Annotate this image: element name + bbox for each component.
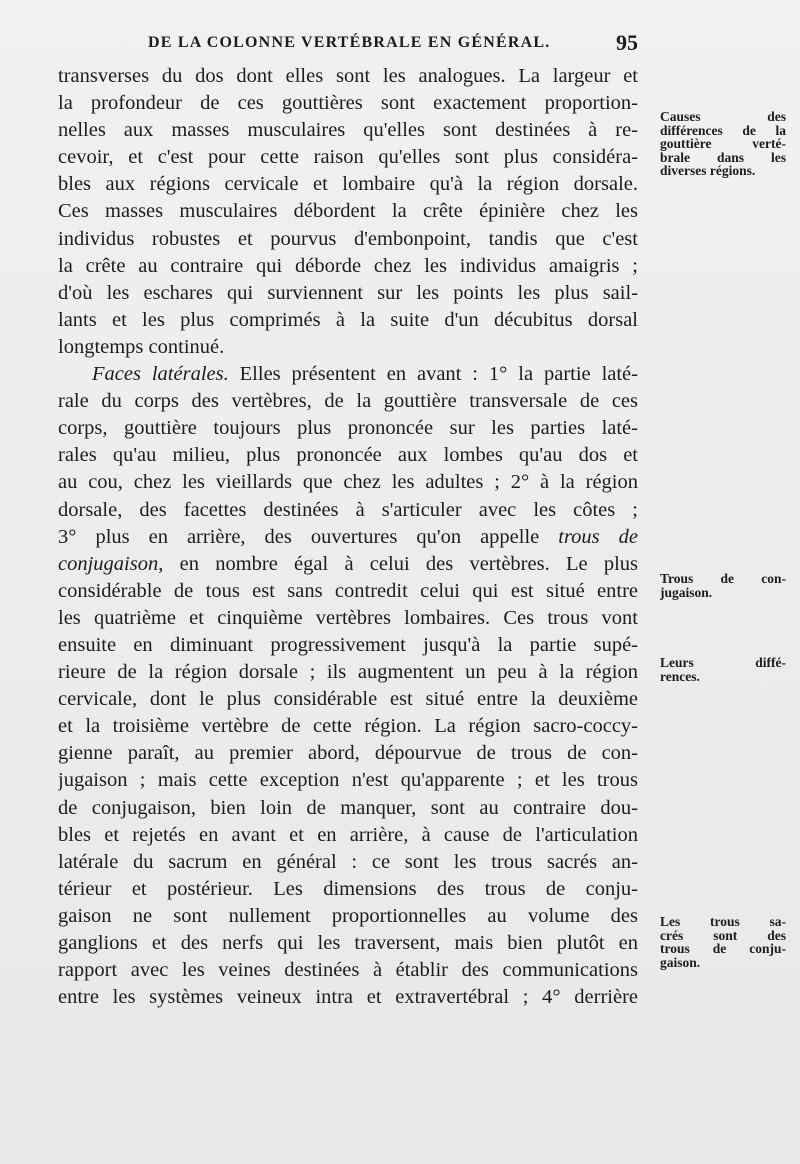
text-line: rales qu'au milieu, plus prononcée aux lombes qu'au dos et	[58, 444, 638, 467]
text-fragment: , en nombre égal à celui des vertèbres. Le plus	[158, 552, 638, 575]
margin-note-trous-conjugaison	[660, 572, 786, 599]
text-line: considérable de tous est sans contredit celui qui est situé entre	[58, 579, 638, 602]
main-text	[58, 63, 638, 1011]
text-line: au cou, chez les vieillards que chez les adultes ; 2° à la région	[58, 471, 638, 494]
italic-term: conjugaison	[58, 552, 159, 575]
text-line: térieur et postérieur. Les dimensions des trous de conju-	[58, 877, 638, 900]
text-line: bles et rejetés en avant et en arrière, à cause de l'articulation	[58, 823, 638, 846]
text-line: bles aux régions cervicale et lombaire qu'à la région dorsale.	[58, 173, 638, 196]
text-line: latérale du sacrum en général : ce sont les trous sacrés an-	[58, 850, 638, 873]
text-line: individus robustes et pourvus d'embonpoint, tandis que c'est	[58, 227, 638, 250]
text-line: lants et les plus comprimés à la suite d'un décubitus dorsal	[58, 308, 638, 331]
margin-note-line: Leurs diffé-	[660, 655, 786, 670]
margin-note-differences	[660, 656, 786, 683]
text-line: ensuite en diminuant progressivement jusqu'à la partie supé-	[58, 633, 638, 656]
page-number: 95	[616, 30, 638, 55]
text-line: d'où les eschares qui surviennent sur les points les plus sail-	[58, 281, 638, 304]
text-line: rieure de la région dorsale ; ils augmentent un peu à la région	[58, 661, 638, 684]
margin-note-line: Trous de con-	[660, 571, 786, 586]
text-line: cervicale, dont le plus considérable est situé entre la deuxième	[58, 688, 638, 711]
margin-note-line: jugaison.	[660, 584, 713, 600]
running-header	[58, 30, 638, 56]
margin-note-line: Causes des	[660, 109, 786, 124]
text-line: nelles aux masses musculaires qu'elles sont destinées à re-	[58, 119, 638, 142]
text-line: de conjugaison, bien loin de manquer, sont au contraire dou-	[58, 796, 638, 819]
italic-term: trous de	[558, 525, 638, 548]
text-line: longtemps continué.	[58, 335, 225, 358]
text-line: gaison ne sont nullement proportionnelles au volume des	[58, 904, 638, 927]
text-line-mixed	[58, 551, 638, 578]
text-line: cevoir, et c'est pour cette raison qu'elles sont plus considéra-	[58, 146, 638, 169]
margin-note-trous-sacres	[660, 915, 786, 969]
text-fragment: 3° plus en arrière, des ouvertures qu'on appelle	[58, 525, 559, 548]
margin-note-line: différences de la	[660, 122, 786, 138]
margin-note-line: diverses régions.	[660, 163, 756, 178]
text-line: jugaison ; mais cette exception n'est qu'apparente ; et les trous	[58, 769, 638, 792]
text-line: corps, gouttière toujours plus prononcée sur les parties laté-	[58, 417, 638, 440]
margin-note-line: crés sont des	[660, 927, 786, 943]
text-line: et la troisième vertèbre de cette région. La région sacro-coccy-	[58, 715, 638, 738]
margin-note-line: Les trous sa-	[660, 914, 786, 929]
text-line: les quatrième et cinquième vertèbres lombaires. Ces trous vont	[58, 606, 638, 629]
margin-note-line: gaison.	[660, 954, 701, 970]
margin-note-line: gouttière verté-	[660, 136, 786, 151]
margin-note-line: rences.	[660, 668, 700, 684]
text-line: ganglions et des nerfs qui les traversent, mais bien plutôt en	[58, 932, 638, 954]
text-line: la crête au contraire qui déborde chez les individus amaigris ;	[58, 254, 638, 277]
margin-note-line: brale dans les	[660, 149, 786, 165]
text-line-section-start	[58, 361, 638, 388]
text-line: rapport avec les veines destinées à établir des communications	[58, 959, 638, 982]
text-line: dorsale, des facettes destinées à s'articuler avec les côtes ;	[58, 498, 638, 521]
text-line: rale du corps des vertèbres, de la gouttière transversale de ces	[58, 390, 638, 413]
section-heading: Faces latérales.	[92, 363, 229, 386]
text-line: Ces masses musculaires débordent la crête épinière chez les	[58, 200, 638, 223]
text-line: gienne paraît, au premier abord, dépourvue de trous de con-	[58, 742, 638, 765]
text-line: transverses du dos dont elles sont les analogues. La largeur et	[58, 65, 638, 87]
text-line-mixed	[58, 524, 638, 551]
text-fragment: Elles présentent en avant : 1° la partie laté-	[228, 363, 638, 386]
text-line: entre les systèmes veineux intra et extravertébral ; 4° derrière	[58, 986, 638, 1009]
text-line: la profondeur de ces gouttières sont exactement proportion-	[58, 92, 638, 115]
margin-note-line: trous de conju-	[660, 941, 786, 956]
margin-note-gouttiere	[660, 110, 786, 178]
running-title: DE LA COLONNE VERTÉBRALE EN GÉNÉRAL.	[148, 34, 551, 51]
